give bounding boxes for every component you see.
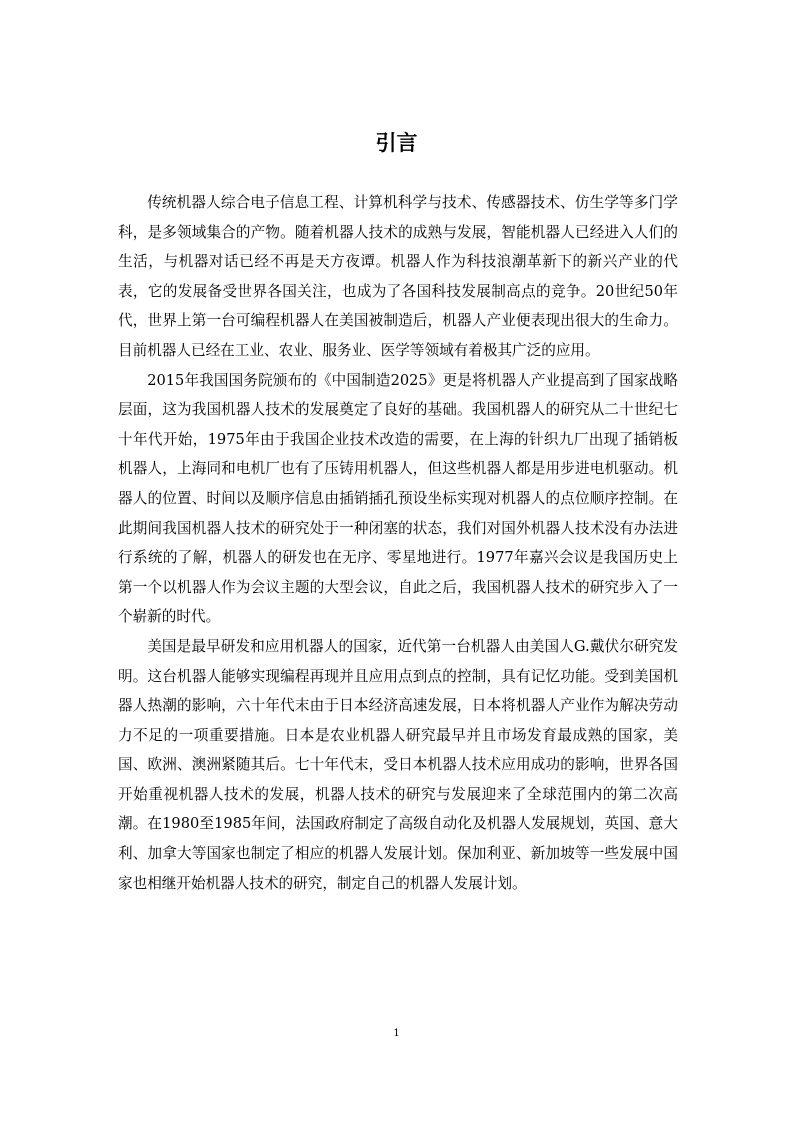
body-text — [118, 188, 678, 898]
page-number: 1 — [393, 1028, 400, 1039]
paragraph-world-history: 美国是最早研发和应用机器人的国家，近代第一台机器人由美国人G.戴伏尔研究发明。这台机器人能够实现编程再现并且应用点到点的控制，具有记忆功能。受到美国机器人热潮的影响，六十年代末由于日本经济高速发展，日本将机器人产业作为解决劳动力不足的一项重要措施。日本是农业机器人研究最早并且市场发育最成熟的国家，美国、欧洲、澳洲紧随其后。七十年代末，受日本机器人技术应用成功的影响，世界各国开始重视机器人技术的发展，机器人技术的研究与发展迎来了全球范围内的第二次高潮。在1980至1985年间，法国政府制定了高级自动化及机器人发展规划，英国、意大利、加拿大等国家也制定了相应的机器人发展计划。保加利亚、新加坡等一些发展中国家也相继开始机器人技术的研究，制定自己的机器人发展计划。 — [118, 637, 678, 892]
paragraph-china-history: 2015年我国国务院颁布的《中国制造2025》更是将机器人产业提高到了国家战略层面，这为我国机器人技术的发展奠定了良好的基础。我国机器人的研究从二十世纪七十年代开始，1975年由于我国企业技术改造的需要，在上海的针织九厂出现了插销板机器人，上海同和电机厂也有了压铸用机器人，但这些机器人都是用步进电机驱动。机器人的位置、时间以及顺序信息由插销插孔预设坐标实现对机器人的点位顺序控制。在此期间我国机器人技术的研究处于一种闭塞的状态，我们对国外机器人技术没有办法进行系统的了解，机器人的研发也在无序、零星地进行。1977年嘉兴会议是我国历史上第一个以机器人作为会议主题的大型会议，自此之后，我国机器人技术的研究步入了一个崭新的时代。 — [118, 371, 678, 626]
paragraph-intro: 传统机器人综合电子信息工程、计算机科学与技术、传感器技术、仿生学等多门学科，是多领域集合的产物。随着机器人技术的成熟与发展，智能机器人已经进入人们的生活，与机器对话已经不再是天方夜谭。机器人作为科技浪潮革新下的新兴产业的代表，它的发展备受世界各国关注，也成为了各国科技发展制高点的竞争。20世纪50年代，世界上第一台可编程机器人在美国被制造后，机器人产业便表现出很大的生命力。目前机器人已经在工业、农业、服务业、医学等领域有着极其广泛的应用。 — [118, 194, 678, 359]
page-title: 引言 — [375, 131, 418, 155]
